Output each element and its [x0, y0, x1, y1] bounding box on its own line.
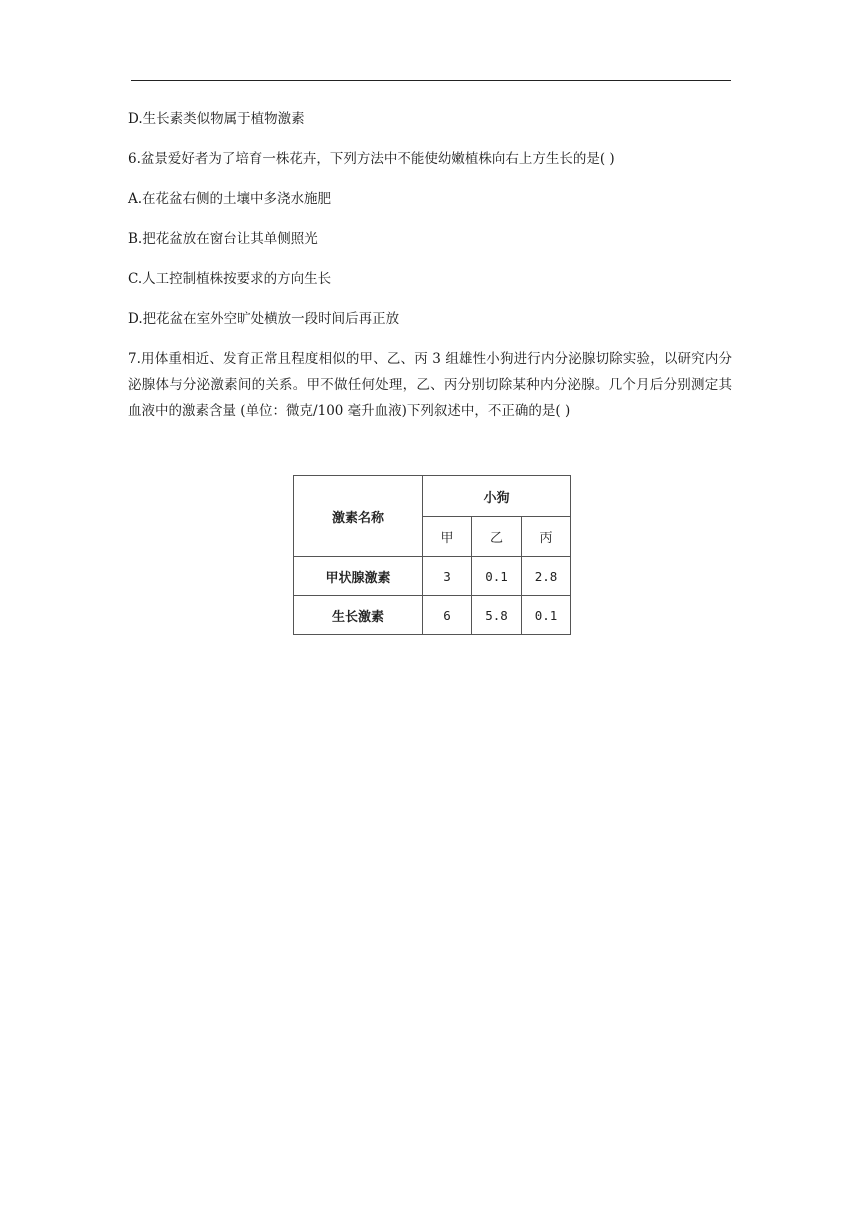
q7-stem: 7.用体重相近、发育正常且程度相似的甲、乙、丙 3 组雄性小狗进行内分泌腺切除实验，以研究内分泌腺体与分泌激素间的关系。甲不做任何处理，乙、丙分别切除某种内分泌腺。几个月后分别测定其血液中的激素含量 (单位：微克/100 毫升血液)下列叙述中，不正确的是( ): [128, 351, 732, 419]
cell-growth-jia: 6: [423, 596, 472, 635]
row-label-thyroid: 甲状腺激素: [294, 557, 423, 596]
q6-option-b: B.把花盆放在窗台让其单侧照光: [128, 231, 318, 247]
cell-growth-bing: 0.1: [522, 596, 571, 635]
column-header-yi: 乙: [472, 517, 522, 557]
table-row: [294, 557, 571, 596]
q6-option-d: D.把花盆在室外空旷处横放一段时间后再正放: [128, 311, 400, 327]
column-header-bing: 丙: [522, 517, 571, 557]
q5-option-d: D.生长素类似物属于植物激素: [128, 111, 305, 127]
q6-option-c: C.人工控制植株按要求的方向生长: [128, 271, 332, 287]
cell-thyroid-yi: 0.1: [472, 557, 522, 596]
cell-thyroid-bing: 2.8: [522, 557, 571, 596]
document-body: [128, 106, 732, 424]
row-label-growth: 生长激素: [294, 596, 423, 635]
header-dog-group: 小狗: [423, 476, 571, 517]
cell-thyroid-jia: 3: [423, 557, 472, 596]
cell-growth-yi: 5.8: [472, 596, 522, 635]
column-header-jia: 甲: [423, 517, 472, 557]
table-row: [294, 596, 571, 635]
hormone-table: [293, 475, 571, 635]
q6-option-a: A.在花盆右侧的土壤中多浇水施肥: [128, 191, 332, 207]
q6-stem: 6.盆景爱好者为了培育一株花卉，下列方法中不能使幼嫩植株向右上方生长的是( ): [128, 151, 615, 167]
header-rule: [131, 80, 731, 81]
header-hormone-name: 激素名称: [294, 476, 423, 557]
